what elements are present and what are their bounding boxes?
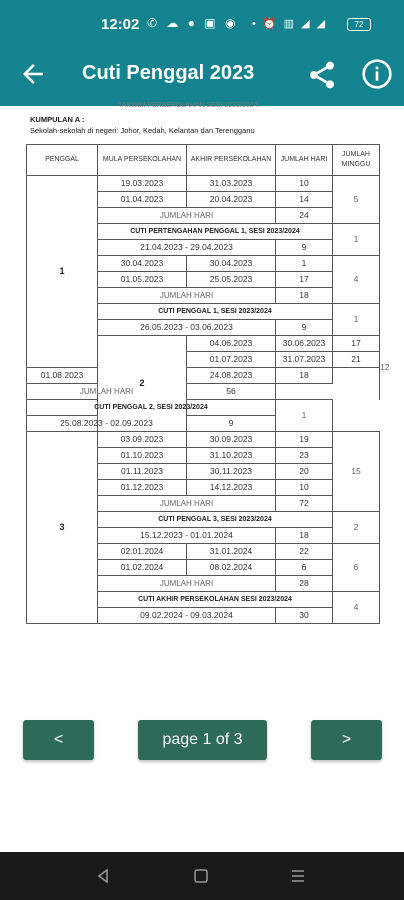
mula-cell: 01.02.2024 [98,560,187,576]
hari-cell: 14 [276,192,333,208]
akhir-cell: 25.05.2023 [187,272,276,288]
battery-icon: 72 [347,18,371,31]
table-row [27,432,380,448]
akhir-cell: 14.12.2023 [187,480,276,496]
akhir-cell: 24.08.2023 [187,368,276,384]
hari-cell: 17 [333,336,380,352]
akhir-cell: 30.09.2023 [187,432,276,448]
mula-cell: 01.04.2023 [98,192,187,208]
table-row [27,384,380,400]
page-indicator-button[interactable]: page 1 of 3 [138,720,267,760]
mula-cell: 01.12.2023 [98,480,187,496]
minggu-cell: 1 [276,400,333,432]
penggal-2-label: 2 [98,336,187,432]
hari-cell: 30 [276,608,333,624]
akhir-cell: 30.04.2023 [187,256,276,272]
akhir-cell: 31.03.2023 [187,176,276,192]
document-top-hint: TAKWIM PERSEKOLAHAN SESI 2023/2024 [118,102,258,109]
prev-page-button[interactable]: < [23,720,94,760]
table-row: 2 04.06.2023 30.06.2023 17 12 [27,336,380,352]
minggu-cell: 2 [333,512,380,544]
hari-cell: 9 [276,320,333,336]
system-icons: • ⏰ ▥ ◢ ◢ [252,18,328,30]
calendar-table [26,144,390,624]
akhir-cell: 20.04.2023 [187,192,276,208]
hari-cell: 21 [333,352,380,368]
mula-cell: 01.08.2023 [27,368,98,384]
akhir-cell: 30.06.2023 [276,336,333,352]
group-title: KUMPULAN A : [30,115,85,124]
jumlah-hari-value: 24 [276,208,333,224]
notification-icons: ✆ ☁ ● ▣ ◉ [147,16,239,30]
mula-cell: 01.07.2023 [187,352,276,368]
akhir-cell: 31.07.2023 [276,352,333,368]
akhir-cell: 31.01.2024 [187,544,276,560]
table-row [27,176,380,192]
hari-cell: 10 [276,480,333,496]
jumlah-hari-value: 28 [276,576,333,592]
status-bar [0,0,404,42]
mula-cell: 01.05.2023 [98,272,187,288]
header-hari: JUMLAH HARI [276,145,333,176]
penggal-1-label: 1 [27,176,98,368]
minggu-cell: 15 [333,432,380,512]
holiday-dates: 09.02.2024 - 09.03.2024 [98,608,276,624]
holiday-dates: 26.05.2023 - 03.06.2023 [98,320,276,336]
holiday-title: CUTI PENGGAL 2, SESI 2023/2024 [27,400,276,416]
header-mula: MULA PERSEKOLAHAN [98,145,187,176]
header-penggal: PENGGAL [27,145,98,176]
mula-cell: 02.01.2024 [98,544,187,560]
hari-cell: 22 [276,544,333,560]
hari-cell: 19 [276,432,333,448]
holiday-dates: 15.12.2023 - 01.01.2024 [98,528,276,544]
penggal-3-label: 3 [27,432,98,624]
hari-cell: 10 [276,176,333,192]
jumlah-hari-label: JUMLAH HARI [98,288,276,304]
jumlah-hari-label: JUMLAH HARI [98,576,276,592]
minggu-cell: 5 [333,176,380,224]
holiday-title: CUTI PENGGAL 3, SESI 2023/2024 [98,512,333,528]
minggu-cell: 1 [333,224,380,256]
system-nav-bar [0,852,404,900]
mula-cell: 03.09.2023 [98,432,187,448]
minggu-cell: 6 [333,544,380,592]
hari-cell: 17 [276,272,333,288]
mula-cell: 01.11.2023 [98,464,187,480]
group-states: Sekolah-sekolah di negeri: Johor, Kedah, Kelantan dan Terengganu [30,126,255,135]
minggu-cell: 1 [333,304,380,336]
jumlah-hari-value: 18 [276,288,333,304]
akhir-cell: 31.10.2023 [187,448,276,464]
jumlah-hari-label: JUMLAH HARI [98,208,276,224]
akhir-cell: 30.11.2023 [187,464,276,480]
table-row [27,368,380,384]
hari-cell: 18 [276,368,333,384]
table-header-row [27,145,380,176]
hari-cell: 9 [276,240,333,256]
holiday-title: CUTI AKHIR PERSEKOLAHAN SESI 2023/2024 [98,592,333,608]
hari-cell: 20 [276,464,333,480]
holiday-dates: 21.04.2023 - 29.04.2023 [98,240,276,256]
app-bar [0,42,404,106]
mula-cell: 04.06.2023 [187,336,276,352]
header-akhir: AKHIR PERSEKOLAHAN [187,145,276,176]
table-row [27,400,380,416]
next-page-button[interactable]: > [311,720,382,760]
hari-cell: 23 [276,448,333,464]
mula-cell: 01.10.2023 [98,448,187,464]
home-square-icon[interactable] [190,865,212,887]
jumlah-hari-value: 56 [187,384,276,400]
mula-cell: 30.04.2023 [98,256,187,272]
share-icon[interactable] [306,59,338,91]
holiday-title: CUTI PERTENGAHAN PENGGAL 1, SESI 2023/2024 [98,224,333,240]
jumlah-hari-label: JUMLAH HARI [27,384,187,400]
header-minggu: JUMLAH MINGGU [333,145,380,176]
akhir-cell: 08.02.2024 [187,560,276,576]
back-triangle-icon[interactable] [92,865,114,887]
info-icon[interactable] [361,58,393,90]
arrow-back-icon[interactable] [18,59,48,89]
recents-menu-icon[interactable] [287,865,309,887]
minggu-cell: 4 [333,592,380,624]
hari-cell: 9 [187,416,276,432]
jumlah-hari-label: JUMLAH HARI [98,496,276,512]
holiday-title: CUTI PENGGAL 1, SESI 2023/2024 [98,304,333,320]
minggu-cell: 4 [333,256,380,304]
hari-cell: 18 [276,528,333,544]
page-title: Cuti Penggal 2023 [82,62,255,84]
jumlah-hari-value: 72 [276,496,333,512]
holiday-dates: 25.08.2023 - 02.09.2023 [27,416,187,432]
status-time: 12:02 [101,16,140,33]
hari-cell: 6 [276,560,333,576]
hari-cell: 1 [276,256,333,272]
mula-cell: 19.03.2023 [98,176,187,192]
document-page [0,102,404,723]
